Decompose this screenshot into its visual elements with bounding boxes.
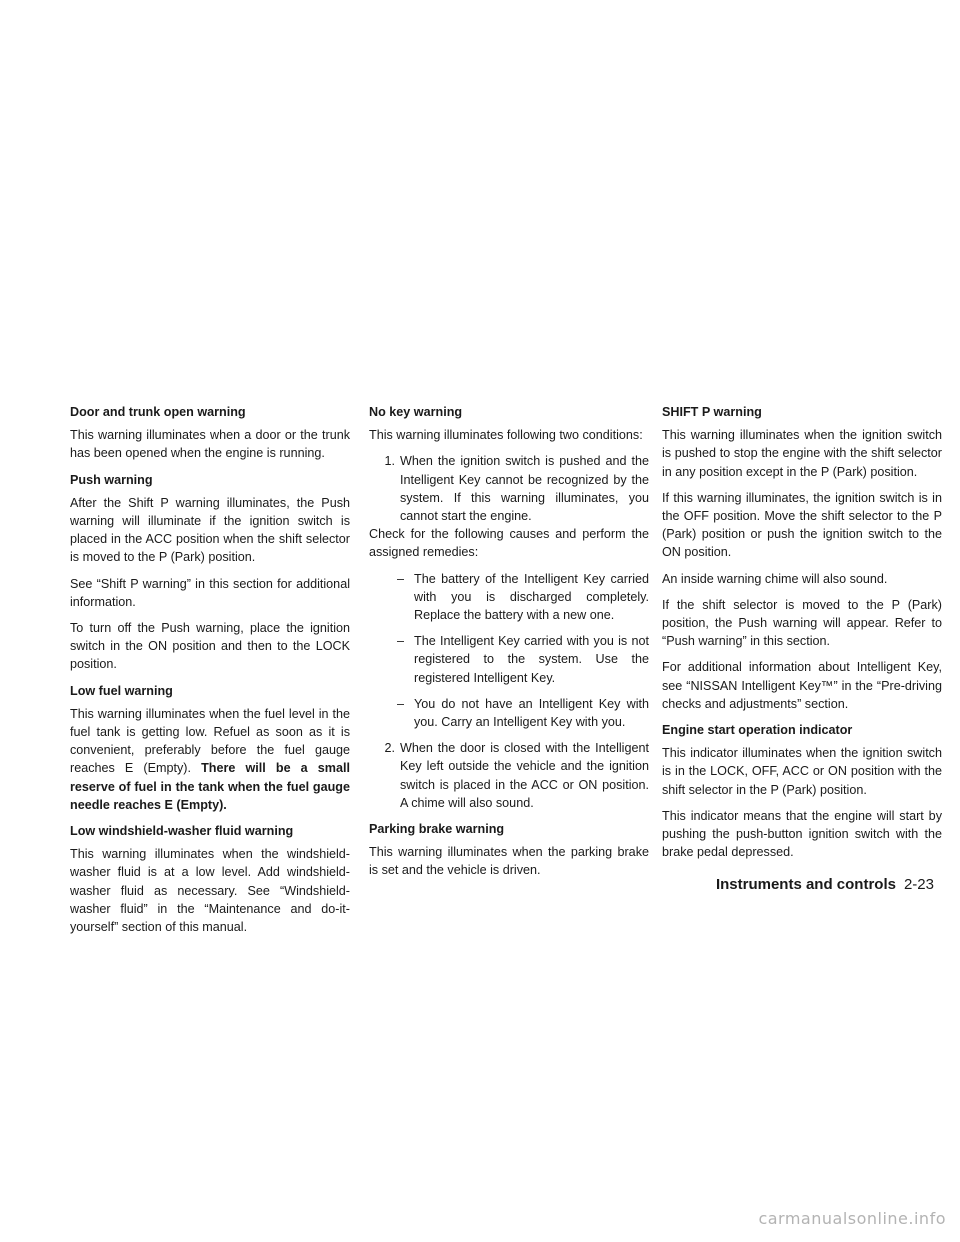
paragraph: Check for the following causes and perform the assigned remedies: [369, 527, 649, 560]
heading-washer-fluid-warning: Low windshield-washer fluid warning [70, 824, 294, 839]
paragraph-bold-text: There will be a small reserve of fuel in the tank when the fuel gauge needle reaches E (Empty). [70, 761, 350, 812]
dash-marker: – [397, 634, 405, 649]
watermark: carmanualsonline.info [758, 1209, 946, 1228]
heading-parking-brake-warning: Parking brake warning [369, 822, 505, 837]
column-right [662, 403, 942, 869]
column-left [70, 403, 350, 944]
paragraph [70, 705, 350, 814]
heading-low-fuel-warning: Low fuel warning [70, 683, 173, 698]
dash-marker: – [397, 696, 405, 711]
list-item [397, 632, 649, 687]
list-number: 1. [384, 454, 395, 469]
paragraph: To turn off the Push warning, place the ignition switch in the ON position and then to the LOCK position. [70, 621, 350, 672]
list-item-text: You do not have an Intelligent Key with you. Carry an Intelligent Key with you. [414, 696, 649, 730]
paragraph: An inside warning chime will also sound. [662, 571, 888, 586]
paragraph: If the shift selector is moved to the P (Park) position, the Push warning will appear. Refer to “Push warning” in this section. [662, 597, 942, 649]
list-item-text: When the ignition switch is pushed and the Intelligent Key cannot be recognized by the system. If this warning illuminates, you cannot start the engine. [400, 454, 649, 524]
paragraph: This indicator means that the engine will start by pushing the push-button ignition switch with the brake pedal depressed. [662, 808, 942, 860]
footer-section-title: Instruments and controls [715, 876, 896, 893]
list-number: 2. [384, 741, 395, 756]
paragraph-text: This warning illuminates when the fuel level in the fuel tank is getting low. Refuel as soon as it is convenient, preferably before the fuel gauge reaches E (Empty). [70, 706, 350, 776]
paragraph: This warning illuminates when the parking brake is set and the vehicle is driven. [369, 845, 649, 878]
paragraph: This warning illuminates when the ignition switch is pushed to stop the engine with the shift selector in any position except in the P (Park) position. [662, 428, 942, 479]
paragraph: For additional information about Intelligent Key, see “NISSAN Intelligent Key™” in the “Pre-driving checks and adjustments” section. [662, 660, 942, 711]
list-item [397, 695, 649, 731]
heading-engine-start-indicator: Engine start operation indicator [662, 723, 853, 738]
list-item-text: The battery of the Intelligent Key carried with you is discharged completely. Replace the battery with a new one. [414, 571, 649, 623]
page-footer [716, 876, 934, 893]
list-item [369, 452, 649, 525]
page-number: 2-23 [903, 876, 934, 893]
list-item-text: When the door is closed with the Intelligent Key left outside the vehicle and the ignition switch is placed in the ACC or ON position. A chime will also sound. [400, 741, 649, 810]
dash-marker: – [397, 571, 405, 586]
paragraph: After the Shift P warning illuminates, the Push warning will illuminate if the ignition switch is placed in the ACC position when the shift selector is moved to the P (Park) position. [70, 495, 350, 565]
paragraph: See “Shift P warning” in this section for additional information. [70, 576, 350, 609]
paragraph: This indicator illuminates when the ignition switch is in the LOCK, OFF, ACC or ON position with the shift selector in the P (Park) position. [662, 746, 942, 797]
list-item [369, 739, 649, 812]
column-middle [369, 403, 649, 888]
heading-shift-p-warning: SHIFT P warning [662, 405, 762, 419]
numbered-list [369, 452, 649, 812]
paragraph: If this warning illuminates, the ignition switch is in the OFF position. Move the shift selector to the P (Park) position or push the ignition switch to the ON position. [662, 490, 942, 560]
paragraph: This warning illuminates following two conditions: [369, 428, 643, 443]
list-item-text: The Intelligent Key carried with you is not registered to the system. Use the registered Intelligent Key. [414, 634, 649, 685]
heading-push-warning: Push warning [70, 472, 153, 487]
heading-door-trunk-warning: Door and trunk open warning [70, 405, 246, 419]
paragraph: This warning illuminates when the windshield-washer fluid is at a low level. Add windshield-washer fluid as necessary. See “Windshield-washer fluid” in the “Maintenance and do-it-yourself” section of this manual. [70, 847, 350, 935]
paragraph: This warning illuminates when a door or the trunk has been opened when the engine is running. [70, 428, 350, 461]
heading-no-key-warning: No key warning [369, 405, 463, 419]
list-item [397, 570, 649, 625]
